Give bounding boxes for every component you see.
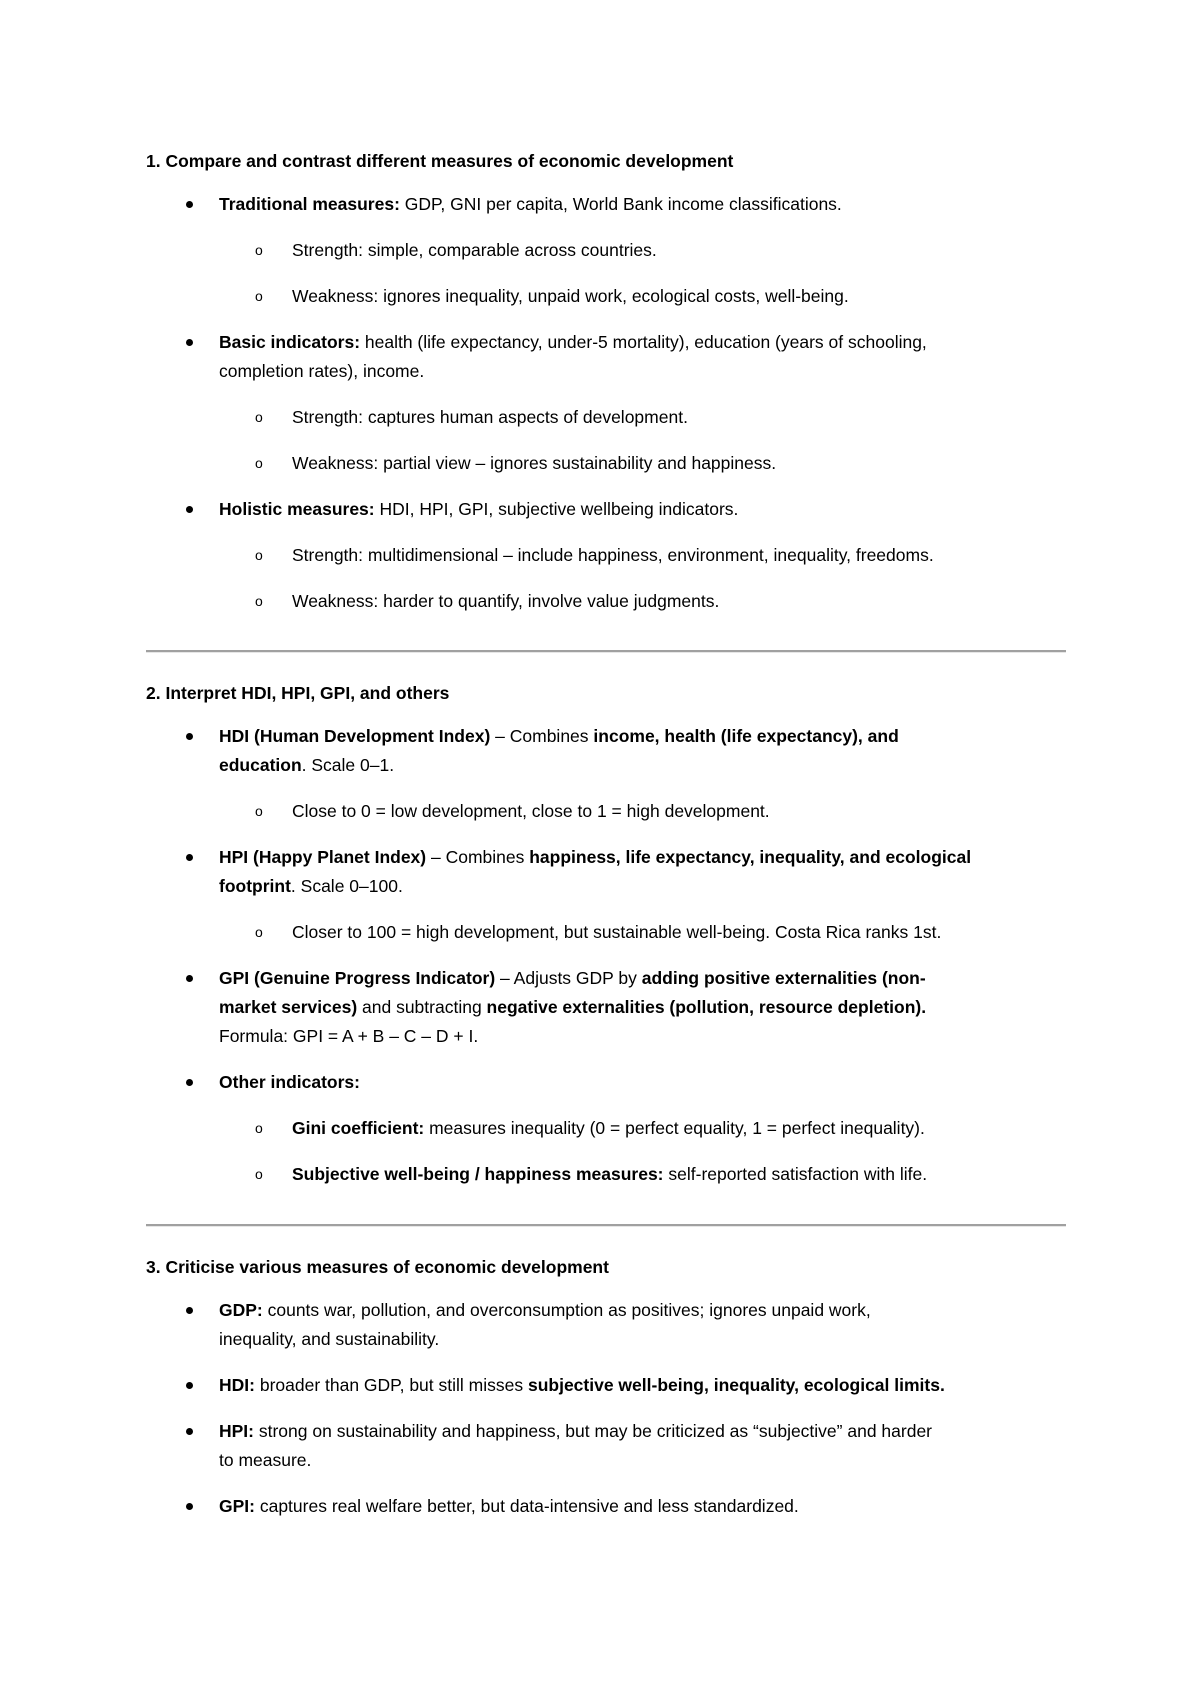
sub-bullet-icon: o (255, 547, 263, 563)
section-heading: 3. Criticise various measures of economic development (146, 1257, 609, 1277)
item-text: – Combines (490, 726, 594, 746)
item-emphasis: education (219, 755, 302, 775)
item-text-continued: completion rates), income. (219, 361, 425, 381)
sub-bullet-icon: o (255, 409, 263, 425)
item-text: GDP, GNI per capita, World Bank income classifications. (399, 194, 842, 214)
sub-item-label: Gini coefficient: (292, 1118, 425, 1138)
item-label: HPI (Happy Planet Index) (219, 847, 427, 867)
item-formula: Formula: GPI = A + B – C – D + I. (219, 1026, 479, 1046)
item-label: HDI (Human Development Index) (219, 726, 491, 746)
bullet-icon (186, 1503, 193, 1510)
item-label: Traditional measures: (219, 194, 400, 214)
item-text: – Adjusts GDP by (495, 968, 642, 988)
item-text: – Combines (426, 847, 530, 867)
item-emphasis: adding positive externalities (non- (641, 968, 926, 988)
item-label: Other indicators: (219, 1072, 360, 1092)
item-emphasis: income, health (life expectancy), and (593, 726, 899, 746)
sub-item-text: self-reported satisfaction with life. (663, 1164, 928, 1184)
item-emphasis: subjective well-being, inequality, ecological limits. (527, 1375, 945, 1395)
bullet-icon (186, 1382, 193, 1389)
bullet-icon (186, 506, 193, 513)
item-text-continued: to measure. (219, 1450, 312, 1470)
item-text: HDI, HPI, GPI, subjective wellbeing indicators. (374, 499, 739, 519)
horizontal-divider (146, 1224, 1066, 1227)
item-text: broader than GDP, but still misses (254, 1375, 528, 1395)
sub-bullet-icon: o (255, 924, 263, 940)
sub-bullet-icon: o (255, 242, 263, 258)
sub-item-text: Strength: multidimensional – include happiness, environment, inequality, freedoms. (292, 545, 934, 565)
sub-item-text: Strength: simple, comparable across countries. (292, 240, 657, 260)
bullet-icon (186, 339, 193, 346)
item-label: Basic indicators: (219, 332, 361, 352)
item-label: GPI (Genuine Progress Indicator) (219, 968, 496, 988)
sub-bullet-icon: o (255, 803, 263, 819)
item-text-continued: inequality, and sustainability. (219, 1329, 440, 1349)
bullet-icon (186, 1079, 193, 1086)
sub-item-text: Close to 0 = low development, close to 1 = high development. (292, 801, 770, 821)
sub-item-text: Weakness: harder to quantify, involve value judgments. (292, 591, 720, 611)
item-emphasis: market services) (219, 997, 358, 1017)
item-label: GDP: (219, 1300, 263, 1320)
sub-bullet-icon: o (255, 1120, 263, 1136)
item-label: HDI: (219, 1375, 255, 1395)
bullet-icon (186, 975, 193, 982)
sub-item-text: Weakness: ignores inequality, unpaid work, ecological costs, well-being. (292, 286, 849, 306)
section-heading: 1. Compare and contrast different measures of economic development (146, 151, 734, 171)
bullet-icon (186, 733, 193, 740)
item-text: captures real welfare better, but data-intensive and less standardized. (254, 1496, 799, 1516)
item-text: strong on sustainability and happiness, but may be criticized as “subjective” and harder (254, 1421, 933, 1441)
item-emphasis: happiness, life expectancy, inequality, and ecological (529, 847, 972, 867)
sub-item-text: Closer to 100 = high development, but sustainable well-being. Costa Rica ranks 1st. (292, 922, 942, 942)
sub-bullet-icon: o (255, 288, 263, 304)
item-emphasis: footprint (219, 876, 291, 896)
item-label: Holistic measures: (219, 499, 375, 519)
item-text: and subtracting (357, 997, 487, 1017)
sub-item-text: Strength: captures human aspects of development. (292, 407, 688, 427)
bullet-icon (186, 1428, 193, 1435)
bullet-icon (186, 1307, 193, 1314)
item-text: counts war, pollution, and overconsumption as positives; ignores unpaid work, (262, 1300, 871, 1320)
item-label: GPI: (219, 1496, 255, 1516)
item-text: . Scale 0–100. (290, 876, 403, 896)
item-text: . Scale 0–1. (301, 755, 395, 775)
item-emphasis: negative externalities (pollution, resource depletion). (486, 997, 927, 1017)
item-label: HPI: (219, 1421, 254, 1441)
sub-bullet-icon: o (255, 1166, 263, 1182)
bullet-icon (186, 201, 193, 208)
horizontal-divider (146, 650, 1066, 653)
sub-bullet-icon: o (255, 455, 263, 471)
bullet-icon (186, 854, 193, 861)
sub-bullet-icon: o (255, 593, 263, 609)
sub-item-text: measures inequality (0 = perfect equality, 1 = perfect inequality). (424, 1118, 925, 1138)
item-text: health (life expectancy, under-5 mortality), education (years of schooling, (360, 332, 927, 352)
sub-item-text: Weakness: partial view – ignores sustainability and happiness. (292, 453, 777, 473)
section-heading: 2. Interpret HDI, HPI, GPI, and others (146, 683, 450, 703)
sub-item-label: Subjective well-being / happiness measures: (292, 1164, 664, 1184)
